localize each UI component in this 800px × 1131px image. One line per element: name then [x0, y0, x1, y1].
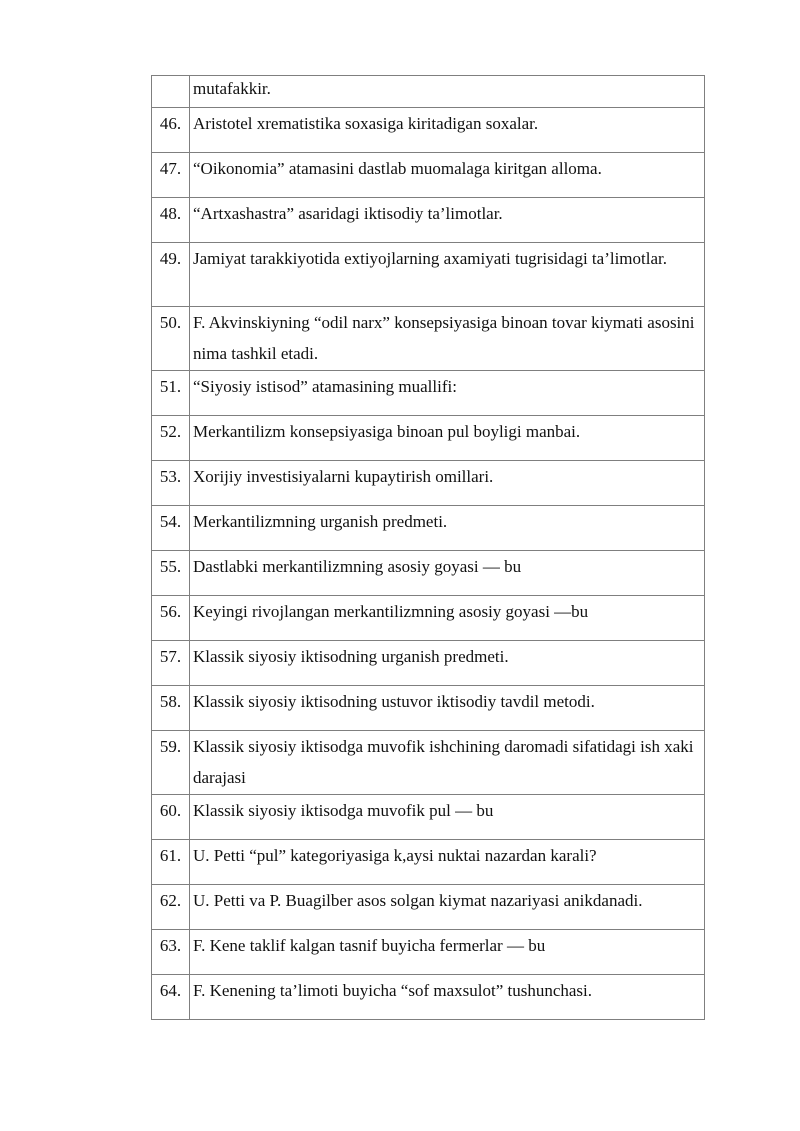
question-number: 55. — [152, 551, 190, 596]
question-number: 54. — [152, 506, 190, 551]
table-row — [152, 371, 705, 416]
table-row — [152, 975, 705, 1020]
question-text: F. Kene taklif kalgan tasnif buyicha fermerlar — bu — [190, 930, 705, 975]
question-text: F. Kenening ta’limoti buyicha “sof maxsulot” tushunchasi. — [190, 975, 705, 1020]
question-number: 50. — [152, 307, 190, 371]
question-text: Klassik siyosiy iktisodning urganish predmeti. — [190, 641, 705, 686]
question-text: U. Petti va P. Buagilber asos solgan kiymat nazariyasi anikdanadi. — [190, 885, 705, 930]
question-text: “Oikonomia” atamasini dastlab muomalaga kiritgan alloma. — [190, 153, 705, 198]
question-text: mutafakkir. — [190, 76, 705, 108]
question-number: 52. — [152, 416, 190, 461]
table-row — [152, 930, 705, 975]
table-row — [152, 108, 705, 153]
table-row — [152, 153, 705, 198]
table-row — [152, 551, 705, 596]
question-number: 57. — [152, 641, 190, 686]
question-number: 59. — [152, 731, 190, 795]
table-row — [152, 243, 705, 307]
table-row — [152, 307, 705, 371]
question-number: 62. — [152, 885, 190, 930]
table-row — [152, 461, 705, 506]
question-number: 64. — [152, 975, 190, 1020]
question-number — [152, 76, 190, 108]
table-row — [152, 416, 705, 461]
table-row — [152, 641, 705, 686]
question-text: U. Petti “pul” kategoriyasiga k,aysi nuktai nazardan karali? — [190, 840, 705, 885]
table-row — [152, 596, 705, 641]
question-text: Klassik siyosiy iktisodga muvofik ishchining daromadi sifatidagi ish xaki darajasi — [190, 731, 705, 795]
question-text: Klassik siyosiy iktisodga muvofik pul — bu — [190, 795, 705, 840]
question-text: Dastlabki merkantilizmning asosiy goyasi — bu — [190, 551, 705, 596]
question-text: Keyingi rivojlangan merkantilizmning asosiy goyasi —bu — [190, 596, 705, 641]
table-row — [152, 76, 705, 108]
table-row — [152, 795, 705, 840]
question-number: 49. — [152, 243, 190, 307]
question-number: 46. — [152, 108, 190, 153]
question-text: Merkantilizm konsepsiyasiga binoan pul boyligi manbai. — [190, 416, 705, 461]
question-text: Jamiyat tarakkiyotida extiyojlarning axamiyati tugrisidagi ta’limotlar. — [190, 243, 705, 307]
question-text: Xorijiy investisiyalarni kupaytirish omillari. — [190, 461, 705, 506]
question-number: 60. — [152, 795, 190, 840]
table-row — [152, 198, 705, 243]
table-row — [152, 731, 705, 795]
question-text: “Siyosiy istisod” atamasining muallifi: — [190, 371, 705, 416]
questions-table-body — [152, 76, 705, 1020]
question-number: 53. — [152, 461, 190, 506]
question-number: 47. — [152, 153, 190, 198]
question-text: “Artxashastra” asaridagi iktisodiy ta’limotlar. — [190, 198, 705, 243]
question-number: 63. — [152, 930, 190, 975]
question-text: Merkantilizmning urganish predmeti. — [190, 506, 705, 551]
table-row — [152, 840, 705, 885]
questions-table — [151, 75, 705, 1020]
table-row — [152, 506, 705, 551]
table-row — [152, 885, 705, 930]
question-text: F. Akvinskiyning “odil narx” konsepsiyasiga binoan tovar kiymati asosini nima tashkil etadi. — [190, 307, 705, 371]
table-row — [152, 686, 705, 731]
question-number: 58. — [152, 686, 190, 731]
question-number: 61. — [152, 840, 190, 885]
question-text: Klassik siyosiy iktisodning ustuvor iktisodiy tavdil metodi. — [190, 686, 705, 731]
question-number: 48. — [152, 198, 190, 243]
question-number: 51. — [152, 371, 190, 416]
question-text: Aristotel xrematistika soxasiga kiritadigan soxalar. — [190, 108, 705, 153]
question-number: 56. — [152, 596, 190, 641]
